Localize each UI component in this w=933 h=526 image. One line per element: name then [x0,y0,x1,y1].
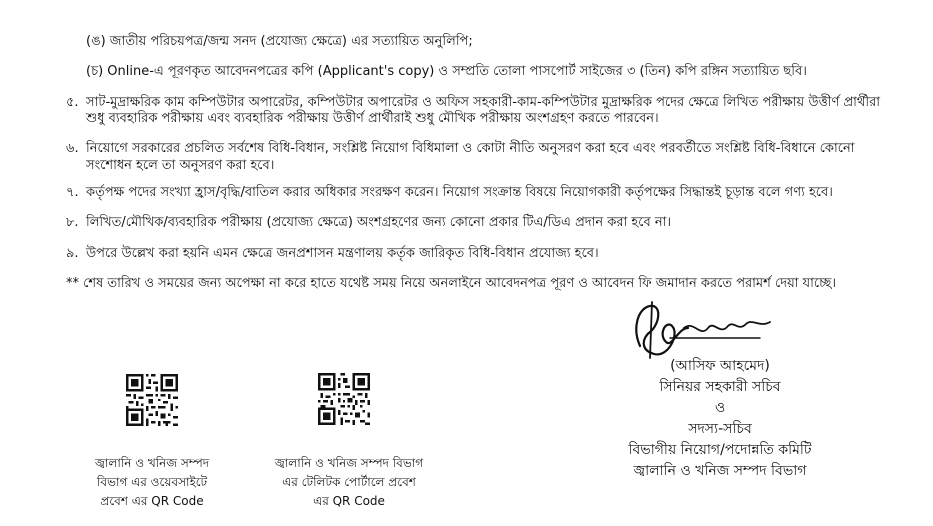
item-7-text: কর্তৃপক্ষ পদের সংখ্যা হ্রাস/বৃদ্ধি/বাতিল করার অধিকার সংরক্ষণ করেন। নিয়োগ সংক্রান্ত বিষয়ে নিয়োগকারী কর্তৃপক্ষের সিদ্ধান্তই চূড়ান্ত বলে গণ্য হবে। [86,185,833,200]
item-9-number: ৯. [66,246,79,261]
qr-code-icon[interactable] [126,374,178,426]
signatory-role: সদস্য-সচিব [688,421,752,437]
signatory-committee: বিভাগীয় নিয়োগ/পদোন্নতি কমিটি [628,442,812,458]
qr-caption-line: এর QR Code [313,494,385,508]
qr-code-icon[interactable] [318,373,370,425]
signatory-division: জ্বালানি ও খনিজ সম্পদ বিভাগ [633,463,807,479]
signatory-block [560,356,880,482]
signatory-conjunction: ও [714,400,726,416]
item-6-text-line-2: সংশোধন হলে তা অনুসরণ করা হবে। [86,158,275,173]
qr-caption-website [80,454,224,511]
qr-caption-line: জ্বালানি ও খনিজ সম্পদ বিভাগ [274,456,424,470]
signatory-name: (আসিফ আহমেদ) [670,358,770,374]
qr-caption-line: বিভাগ এর ওয়েবসাইটে [96,475,208,489]
item-5-text-line-1: সাট-মুদ্রাক্ষরিক কাম কম্পিউটার অপারেটর, কম্পিউটার অপারেটর ও অফিস সহকারী-কাম-কম্পিউটার মুদ্রাক্ষরিক পদের ক্ষেত্রে লিখিত পরীক্ষায় উত্তীর্ণ প্রার্থীরা [86,95,880,110]
qr-caption-line: প্রবেশ এর QR Code [100,494,204,508]
item-4-sub-cha: (চ) Online-এ পূরণকৃত আবেদনপত্রের কপি (Applicant's copy) ও সম্প্রতি তোলা পাসপোর্ট সাইজের ৩ (তিন) কপি রঙ্গিন সত্যায়িত ছবি। [86,64,807,79]
advisory-note: ** শেষ তারিখ ও সময়ের জন্য অপেক্ষা না করে হাতে যথেষ্ট সময় নিয়ে অনলাইনে আবেদনপত্র পূরণ ও আবেদন ফি জমাদান করতে পরামর্শ দেয়া যাচ্ছে। [66,276,837,291]
item-8-number: ৮. [66,215,79,230]
qr-caption-line: জ্বালানি ও খনিজ সম্পদ [94,456,210,470]
item-6-number: ৬. [66,141,79,156]
item-4-sub-gha: (ঙ) জাতীয় পরিচয়পত্র/জন্ম সনদ (প্রযোজ্য ক্ষেত্রে) এর সত্যায়িত অনুলিপি; [86,34,473,49]
qr-caption-teletalk [272,454,426,511]
qr-caption-line: এর টেলিটক পোর্টালে প্রবেশ [282,475,416,489]
item-6-text-line-1: নিয়োগে সরকারের প্রচলিত সর্বশেষ বিধি-বিধান, সংশ্লিষ্ট নিয়োগ বিধিমালা ও কোটা নীতি অনুসরণ করা হবে এবং পরবর্তীতে সংশ্লিষ্ট বিধি-বিধানে কোনো [86,141,855,156]
item-7-number: ৭. [66,185,79,200]
signatory-designation: সিনিয়র সহকারী সচিব [659,379,781,395]
item-5-text-line-2: শুধু ব্যবহারিক পরীক্ষায় এবং ব্যবহারিক পরীক্ষায় উত্তীর্ণ প্রার্থীরাই শুধু মৌখিক পরীক্ষায় অংশগ্রহণ করতে পারবেন। [86,111,659,126]
item-8-text: লিখিত/মৌখিক/ব্যবহারিক পরীক্ষায় (প্রযোজ্য ক্ষেত্রে) অংশগ্রহণের জন্য কোনো প্রকার টিএ/ডিএ প্রদান করা হবে না। [86,215,672,230]
item-9-text: উপরে উল্লেখ করা হয়নি এমন ক্ষেত্রে জনপ্রশাসন মন্ত্রণালয় কর্তৃক জারিকৃত বিধি-বিধান প্রযোজ্য হবে। [86,246,599,261]
item-5-number: ৫. [66,95,79,110]
